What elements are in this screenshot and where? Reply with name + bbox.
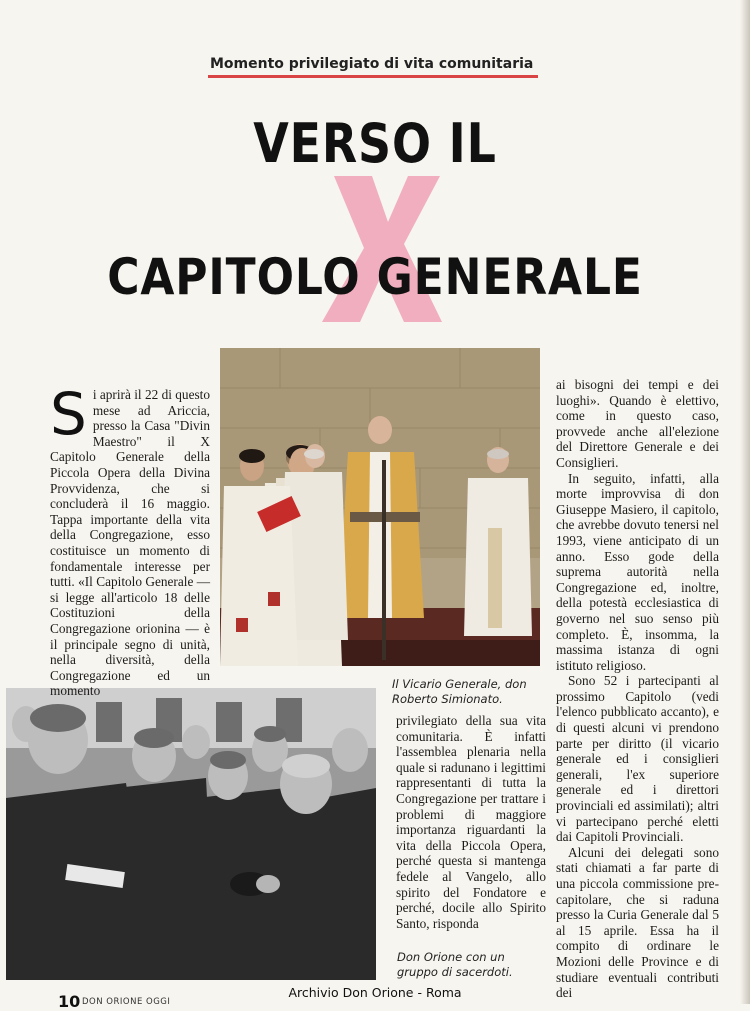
caption-photo-1: Il Vicario Generale, don Roberto Simionato.	[392, 677, 527, 706]
kicker-underline	[208, 75, 538, 78]
headline-line-1: VERSO IL	[253, 112, 497, 175]
paragraph: In seguito, infatti, alla morte improvvisa di don Giuseppe Masiero, il capitolo, che avrebbe dovuto tenersi nel 1993, viene anticipato di un anno. Esso gode della suprema autorità nella Congregazione ed, inoltre, della potestà ecclesiastica di governo nel suo senso più completo. È, insomma, la massima istanza di ogni istituto religioso.	[556, 470, 719, 673]
article-column-1	[50, 380, 210, 699]
photo-don-orione-gruppo	[6, 688, 376, 980]
drop-cap: S	[50, 380, 87, 448]
section-kicker: Momento privilegiato di vita comunitaria	[210, 56, 534, 72]
paragraph: ai bisogni dei tempi e dei luoghi». Quando è elettivo, come in questo caso, provvede anche all'elezione del Direttore Generale e dei Consiglieri.	[556, 377, 719, 470]
running-title: DON ORIONE OGGI	[82, 997, 171, 1007]
article-column-1-text: i aprirà il 22 di questo mese ad Ariccia, presso la Casa "Divin Maestro" il X Capitolo Generale della Piccola Opera della Divina Provvidenza, che si concluderà il 16 maggio. Tappa importante della vita della Congregazione, esso costituisce un momento di fondamentale interesse per tutti. «Il Capitolo Generale — si legge all'articolo 18 delle Costituzioni della Congregazione orionina — è il principale segno di unità, nella diversità, della Congregazione ed un momento	[50, 387, 210, 699]
page-edge-shadow	[740, 0, 750, 1004]
headline-line-2: CAPITOLO GENERALE	[107, 248, 643, 306]
page-number: 10	[58, 992, 81, 1011]
photo-vicario-generale	[220, 348, 540, 666]
caption-photo-2: Don Orione con un gruppo di sacerdoti.	[397, 950, 513, 979]
paragraph: Alcuni dei delegati sono stati chiamati a far parte di una piccola commissione pre-capitolare, che si raduna presso la Curia Generale dal 5 al 15 aprile. Essa ha il compito di ordinare le Mozioni delle Province e di studiare eventuali contributi dei	[556, 844, 719, 1001]
title-numeral-text: X	[380, 312, 385, 318]
archive-watermark: Archivio Don Orione - Roma	[288, 985, 462, 1000]
paragraph: Sono 52 i partecipanti al prossimo Capitolo (vedi l'elenco pubblicato accanto), e di questi alcuni vi prendono parte per diritto (il vicario generale ed i consiglieri generali, l'ex superiore generale ed i direttori provinciali ed assimilati); altri vi partecipano perché eletti dai Capitoli Provinciali.	[556, 673, 719, 845]
article-column-2: privilegiato della sua vita comunitaria. È infatti l'assemblea plenaria nella quale si radunano i legittimi rappresentanti di tutta la Congregazione per trattare i problemi di maggiore importanza riguardanti la vita della Piccola Opera, perché questa si mantenga fedele al Vangelo, allo spirito del Fondatore e perché, docile allo Spirito Santo, risponda	[396, 713, 546, 931]
article-column-3	[556, 377, 719, 1001]
